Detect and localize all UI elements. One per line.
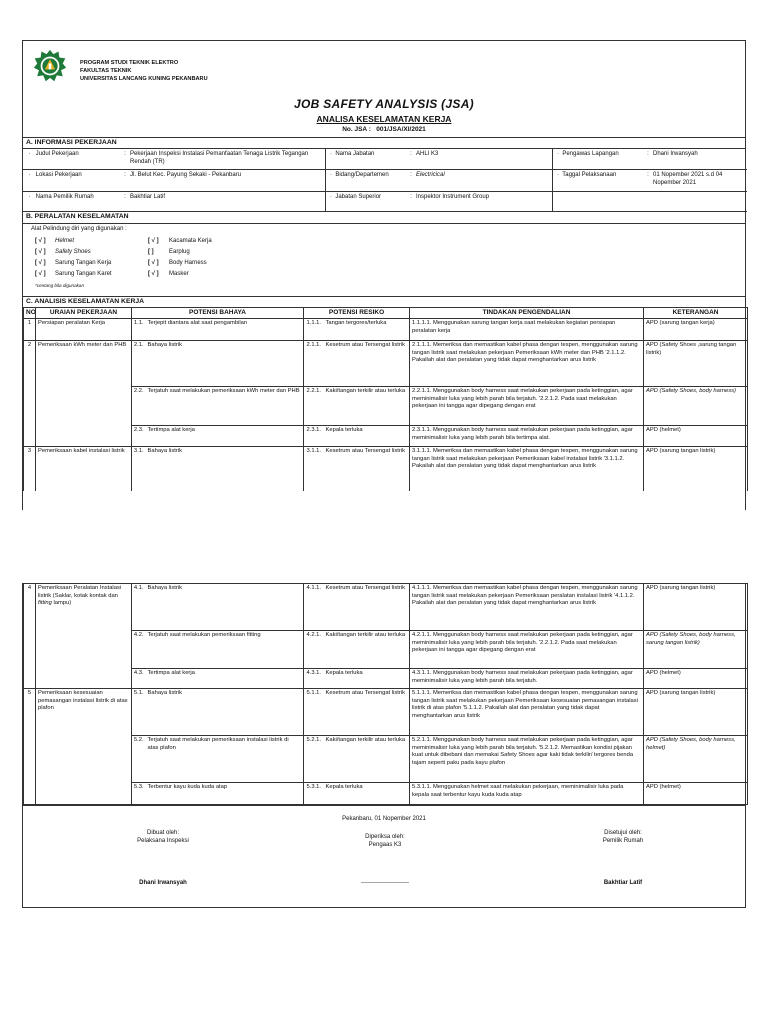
- info-label: · Lokasi Pekerjaan: [27, 172, 82, 179]
- hazard-number: 4.2.: [132, 631, 146, 669]
- risk-number: 1.1.1.: [304, 319, 324, 341]
- info-label: · Jabatan Superior: [330, 194, 382, 201]
- task-cell: Pemeriksaan Peralatan Instalasi listrik (Saklar, kotak kontak dan fitting lampu): [36, 584, 132, 631]
- info-value: Dhani Irwansyah: [653, 151, 698, 158]
- signer-role: Pengaas K3: [368, 841, 402, 848]
- info-cell: · Jabatan Superior : Inspektor Instrument Group: [326, 192, 553, 212]
- remark-cell: APD (sarung tangan listrik): [644, 689, 748, 736]
- row-number: [24, 387, 36, 426]
- risk-cell: Kaki/tangan terkilir atau terluka: [324, 736, 410, 783]
- ppe-checkbox[interactable]: [ √ ]: [35, 259, 46, 266]
- info-value: Bakhtiar Latif: [130, 194, 166, 201]
- task-cell: [36, 426, 132, 447]
- signer-name: Bakhtiar Latif: [603, 880, 643, 886]
- ppe-checkbox[interactable]: [ √ ]: [35, 270, 46, 277]
- ppe-item: [148, 260, 207, 268]
- signer-name: ------------------------: [361, 880, 409, 886]
- row-number: [24, 631, 36, 669]
- row-number: 1: [24, 319, 36, 341]
- hazard-number: 4.1.: [132, 584, 146, 631]
- ppe-note: *centang bila digunakan: [35, 282, 85, 288]
- task-cell: Pemeriksaan kesesuaian pemasangan instalasi listrik di atas plafon: [36, 689, 132, 736]
- table-row: [24, 631, 748, 669]
- hazard-number: 4.3.: [132, 669, 146, 689]
- column-header: POTENSI BAHAYA: [132, 308, 304, 319]
- info-value: Pekerjaan Inspeksi Instalasi Pemanfaatan Tenaga Listrik Tegangan Rendah (TR): [130, 151, 309, 165]
- table-body: [24, 584, 748, 805]
- institution-line: FAKULTAS TEKNIK: [80, 68, 132, 74]
- hazard-cell: Bahaya listrik: [146, 447, 304, 491]
- ppe-label: Body Harness: [169, 259, 207, 266]
- control-cell: 3.1.1.1. Memeriksa dan memastikan kabel phasa dengan tespen, menggunakan sarung tangan listrik saat melakukan pekerjaan Pemeriksaan kabel instalasi listrik '3.1.1.2. Pakailah alat dan peralatan yang tidak dapat menghantarkan arus listrik: [410, 447, 644, 491]
- hazard-cell: Tertimpa alat kerja: [146, 669, 304, 689]
- ppe-label: Earplug: [169, 248, 190, 255]
- row-number: 4: [24, 584, 36, 631]
- ppe-checkbox[interactable]: [ √ ]: [148, 259, 159, 266]
- risk-cell: Kesetrum atau Tersengat listrik: [324, 341, 410, 387]
- row-number: [24, 426, 36, 447]
- ppe-label: Sarung Tangan Karet: [55, 270, 112, 277]
- table-row: [24, 426, 748, 447]
- row-number: [24, 783, 36, 805]
- risk-number: 5.3.1.: [304, 783, 324, 805]
- table-body: [24, 319, 748, 491]
- document-number: [23, 126, 745, 134]
- hazard-number: 3.1.: [132, 447, 146, 491]
- ppe-item: [35, 271, 112, 279]
- table-row: [24, 447, 748, 491]
- ppe-label: Kacamata Kerja: [169, 237, 212, 244]
- safety-analysis-table: [23, 307, 748, 491]
- ppe-label: Sarung Tangan Kerja: [55, 259, 112, 266]
- control-cell: 2.3.1.1. Menggunakan body harness saat melakukan pekerjaan pada ketinggian, agar meminimalisir luka yang lebih parah bila tertimpa alat.: [410, 426, 644, 447]
- section-a-heading: A. INFORMASI PEKERJAAN: [23, 137, 745, 149]
- number-label: No. JSA :: [342, 125, 371, 133]
- risk-cell: Kepala terluka: [324, 783, 410, 805]
- info-cell: · Nama Pemilik Rumah : Bakhtiar Latif: [23, 192, 326, 212]
- info-label: · Nama Jabatan: [330, 151, 375, 158]
- table-row: [24, 584, 748, 631]
- risk-cell: Kaki/tangan terkilir atau terluka: [324, 387, 410, 426]
- hazard-cell: Terjepit diantara alat saat pengambilan: [146, 319, 304, 341]
- risk-cell: Kepala terluka: [324, 426, 410, 447]
- signer-approved: [553, 830, 693, 845]
- task-cell: Pemeriksaan kWh meter dan PHB: [36, 341, 132, 387]
- table-row: [24, 387, 748, 426]
- row-number: 2: [24, 341, 36, 387]
- ppe-item: [148, 249, 190, 257]
- table-row: [24, 319, 748, 341]
- control-cell: 4.1.1.1. Memeriksa dan memastikan kabel phasa dengan tespen, menggunakan sarung tangan listrik saat melakukan pekerjaan Pemeriksaan peralatan instalasi listrik '4.1.1.2. Pakailah alat dan peralatan yang tidak dapat menghantarkan arus listrik: [410, 584, 644, 631]
- column-header: URAIAN PEKERJAAN: [36, 308, 132, 319]
- remark-cell: APD (sarung tangan listrik): [644, 447, 748, 491]
- remark-cell: APD (helmet): [644, 669, 748, 689]
- hazard-number: 2.1.: [132, 341, 146, 387]
- row-number: [24, 669, 36, 689]
- risk-number: 4.1.1.: [304, 584, 324, 631]
- remark-cell: APD (Safety Shoes, body harness): [644, 387, 748, 426]
- column-header: TINDAKAN PENGENDALIAN: [410, 308, 644, 319]
- ppe-checklist: [23, 224, 745, 296]
- info-cell: · Judul Pekerjaan : Pekerjaan Inspeksi Instalasi Pemanfaatan Tenaga Listrik Tegangan Rendah (TR): [23, 149, 326, 170]
- ppe-intro: Alat Pelindung diri yang digunakan :: [31, 225, 127, 232]
- table-row: [24, 736, 748, 783]
- table-header-row: [24, 308, 748, 319]
- control-cell: 4.3.1.1. Menggunakan body harness saat melakukan pekerjaan pada ketinggian, agar meminimalisir luka yang lebih parah bila terjatuh.: [410, 669, 644, 689]
- task-cell: [36, 387, 132, 426]
- document-page-2: [22, 583, 746, 908]
- institution-line: UNIVERSITAS LANCANG KUNING PEKANBARU: [80, 76, 208, 82]
- task-cell: [36, 783, 132, 805]
- row-number: 5: [24, 689, 36, 736]
- hazard-number: 2.3.: [132, 426, 146, 447]
- remark-cell: APD (Safety Shoes, body harness, sarung tangan listrik): [644, 631, 748, 669]
- letterhead: [23, 41, 745, 93]
- table-row: [24, 689, 748, 736]
- hazard-cell: Terjatuh saat melakukan pemeriksaan instalasi listrik di atas plafon: [146, 736, 304, 783]
- ppe-checkbox[interactable]: [ √ ]: [35, 248, 46, 255]
- signer-label: Disetujui oleh:: [604, 830, 642, 836]
- ppe-item: [148, 238, 212, 246]
- section-b-heading: B. PERALATAN KESELAMATAN: [23, 212, 745, 223]
- ppe-item: [35, 238, 74, 246]
- hazard-cell: Bahaya listrik: [146, 584, 304, 631]
- risk-number: 4.2.1.: [304, 631, 324, 669]
- ppe-item: [35, 249, 91, 257]
- hazard-cell: Bahaya listrik: [146, 341, 304, 387]
- ppe-label: Safety Shoes: [55, 248, 91, 255]
- info-value: AHLI K3: [416, 151, 439, 158]
- remark-cell: APD (sarung tangan listrik): [644, 584, 748, 631]
- table-row: [24, 341, 748, 387]
- control-cell: 4.2.1.1. Menggunakan body harness saat melakukan pekerjaan pada ketinggian, agar meminimalisir luka yang lebih parah bila terjatuh. '2.2.1.2. Pada saat melakukan pekerjaan ini tangga agar dipegang dengan erat: [410, 631, 644, 669]
- hazard-number: 5.3.: [132, 783, 146, 805]
- section-c-heading: C. ANALISIS KESELAMATAN KERJA: [23, 296, 745, 307]
- title-block: [23, 97, 745, 134]
- risk-cell: Kesetrum atau Tersengat listrik: [324, 689, 410, 736]
- place-date: Pekanbaru, 01 Nopember 2021: [342, 816, 426, 822]
- document-page-1: [22, 40, 746, 510]
- info-cell: · Nama Jabatan : AHLI K3: [326, 149, 553, 170]
- risk-cell: Kaki/tangan terkilir atau terluka: [324, 631, 410, 669]
- ppe-checkbox[interactable]: [ √ ]: [35, 237, 46, 244]
- document-title: JOB SAFETY ANALYSIS (JSA): [294, 97, 474, 111]
- hazard-cell: Terbentur kayu kuda kuda atap: [146, 783, 304, 805]
- column-header: POTENSI RESIKO: [304, 308, 410, 319]
- ppe-item: [35, 260, 111, 268]
- info-label: · Pengawas Lapangan: [557, 151, 619, 158]
- signer-label: Diperiksa oleh:: [365, 834, 405, 840]
- info-cell-empty: [553, 192, 747, 212]
- risk-number: 5.1.1.: [304, 689, 324, 736]
- info-label: · Judul Pekerjaan: [27, 151, 79, 158]
- info-label: · Bidang/Departemen: [330, 172, 389, 179]
- control-cell: 1.1.1.1. Menggunakan sarung tangan kerja saat melakukan kegiatan persiapan peralatan kerja: [410, 319, 644, 341]
- info-value: 01 Nopember 2021 s.d 04 Nopember 2021: [653, 172, 723, 186]
- row-number: 3: [24, 447, 36, 491]
- task-cell: Persiapan peralatan Kerja: [36, 319, 132, 341]
- document-subtitle: ANALISA KESELAMATAN KERJA: [316, 114, 452, 124]
- hazard-cell: Terjatuh saat melakukan pemeriksaan kWh meter dan PHB: [146, 387, 304, 426]
- number-value: 001/JSA/XI/2021: [376, 125, 426, 133]
- ppe-checkbox[interactable]: [ √ ]: [148, 237, 159, 244]
- risk-number: 2.1.1.: [304, 341, 324, 387]
- risk-cell: Tangan tergores/terluka: [324, 319, 410, 341]
- signer-checked: [315, 834, 455, 849]
- hazard-cell: Terjatuh saat melakukan pemeriksaan fitting: [146, 631, 304, 669]
- university-logo-icon: [33, 49, 67, 83]
- hazard-cell: Tertimpa alat kerja: [146, 426, 304, 447]
- ppe-checkbox[interactable]: [ √ ]: [148, 270, 159, 277]
- remark-cell: APD (helmet): [644, 783, 748, 805]
- control-cell: 5.2.1.1. Menggunakan body harness saat melakukan pekerjaan pada ketinggian, agar meminimalisir luka yang lebih parah bila terjatuh. '5.2.1.2. Memastikan kondisi pijakan kuat untuk dibebani dan memakai Safety Shoes agar kaki tidak terkilir/ tergores benda tajam seperti paku pada kayu plafon: [410, 736, 644, 783]
- info-cell: · Lokasi Pekerjaan : Jl. Belut Kec. Payung Sekaki - Pekanbaru: [23, 170, 326, 192]
- ppe-checkbox[interactable]: [ ]: [148, 248, 154, 255]
- hazard-cell: Bahaya listrik: [146, 689, 304, 736]
- safety-analysis-table-continued: [23, 583, 748, 805]
- signer-role: Pelaksana Inspeksi: [137, 837, 189, 844]
- signer-label: Dibuat oleh:: [146, 830, 180, 836]
- ppe-label: Masker: [169, 270, 189, 277]
- control-cell: 5.3.1.1. Menggunakan helmet saat melakukan pekerjaan, meminimalisir luka pada kepala saat terbentur kayu kuda kuda atap: [410, 783, 644, 805]
- remark-cell: APD (helmet): [644, 426, 748, 447]
- hazard-number: 5.2.: [132, 736, 146, 783]
- risk-cell: Kepala terluka: [324, 669, 410, 689]
- task-cell: [36, 631, 132, 669]
- job-info-grid: [23, 149, 745, 212]
- table-row: [24, 783, 748, 805]
- signer-made: [93, 830, 233, 845]
- info-label: · Nama Pemilik Rumah: [27, 194, 94, 201]
- info-value: Jl. Belut Kec. Payung Sekaki - Pekanbaru: [130, 172, 242, 179]
- signer-name: Dhani Irwansyah: [139, 880, 187, 886]
- info-cell: · Bidang/Departemen : Electricical: [326, 170, 553, 192]
- info-value: Electricical: [416, 172, 445, 179]
- ppe-item: [148, 271, 189, 279]
- risk-number: 2.2.1.: [304, 387, 324, 426]
- institution-block: [80, 59, 208, 83]
- column-header: KETERANGAN: [644, 308, 748, 319]
- risk-number: 2.3.1.: [304, 426, 324, 447]
- row-number: [24, 736, 36, 783]
- signer-role: Pemilik Rumah: [602, 837, 644, 844]
- task-cell: [36, 669, 132, 689]
- info-label: · Taggal Pelaksanaan: [557, 172, 617, 179]
- ppe-label: Helmet: [55, 237, 75, 244]
- hazard-number: 1.1.: [132, 319, 146, 341]
- table-row: [24, 669, 748, 689]
- control-cell: 2.2.1.1. Menggunakan body harness saat melakukan pekerjaan pada ketinggian, agar meminimalisir luka yang lebih parah bila terjatuh. '2.2.1.2. Pada saat melakukan pekerjaan ini tangga agar dipegang dengan erat: [410, 387, 644, 426]
- control-cell: 2.1.1.1. Memeriksa dan memastikan kabel phasa dengan tespen, menggunakan sarung tangan listrik saat melakukan pekerjaan Pemeriksaan kWh meter dan PHB '2.1.1.2. Pakailah alat dan peralatan yang tidak dapat menghantarkan arus listrik: [410, 341, 644, 387]
- hazard-number: 5.1.: [132, 689, 146, 736]
- remark-cell: APD (sarung tangan kerja): [644, 319, 748, 341]
- hazard-number: 2.2.: [132, 387, 146, 426]
- risk-number: 3.1.1.: [304, 447, 324, 491]
- task-cell: [36, 736, 132, 783]
- info-cell: · Taggal Pelaksanaan : 01 Nopember 2021 s.d 04 Nopember 2021: [553, 170, 747, 192]
- signature-footer: [23, 805, 745, 905]
- risk-cell: Kesetrum atau Tersengat listrik: [324, 584, 410, 631]
- control-cell: 5.1.1.1. Memeriksa dan memastikan kabel phasa dengan tespen, menggunakan sarung tangan listrik saat melakukan pekerjaan Pemeriksaan kesesuaian pemasangan instalasi listrik di atas plafon '5.1.1.2. Pakailah alat dan peralatan yang tidak dapat menghantarkan arus listrik: [410, 689, 644, 736]
- remark-cell: APD (Safety Shoes ,sarung tangan listrik): [644, 341, 748, 387]
- risk-number: 4.3.1.: [304, 669, 324, 689]
- institution-line: PROGRAM STUDI TEKNIK ELEKTRO: [80, 60, 179, 66]
- column-header: NO: [24, 308, 36, 319]
- risk-cell: Kesetrum atau Tersengat listrik: [324, 447, 410, 491]
- info-value: Inspektor Instrument Group: [416, 194, 490, 201]
- task-cell: Pemeriksaan kabel instalasi listrik: [36, 447, 132, 491]
- remark-cell: APD (Safety Shoes, body harness, helmet): [644, 736, 748, 783]
- info-cell: · Pengawas Lapangan : Dhani Irwansyah: [553, 149, 747, 170]
- risk-number: 5.2.1.: [304, 736, 324, 783]
